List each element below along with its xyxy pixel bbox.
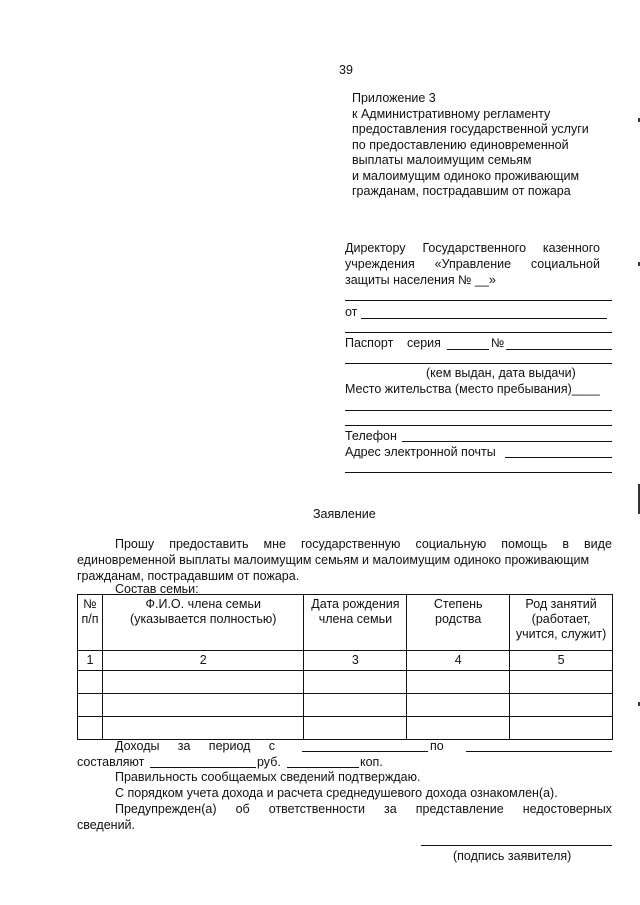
passport-label: Паспорт <box>345 336 394 350</box>
word: Директору <box>345 241 406 255</box>
warned-line-2: сведений. <box>77 818 136 832</box>
passport-issued-field[interactable] <box>345 363 612 364</box>
residence-label: Место жительства (место пребывания)____ <box>345 382 600 396</box>
document-title: Заявление <box>313 507 376 521</box>
word: об <box>235 802 250 816</box>
table-cell[interactable] <box>510 694 613 717</box>
rub-label: руб. <box>257 755 281 769</box>
table-cell[interactable] <box>304 694 407 717</box>
confirm-statement: Правильность сообщаемых сведений подтверждаю. <box>115 770 421 784</box>
period-to-field[interactable] <box>466 751 612 752</box>
table-row-numbers <box>78 651 613 671</box>
table-row <box>78 717 613 740</box>
warned-line-1 <box>115 802 612 816</box>
table-cell[interactable] <box>407 694 510 717</box>
paragraph-line-2: единовременной выплаты малоимущим семьям и малоимущим одиноко проживающим <box>77 553 590 567</box>
table-cell[interactable] <box>78 671 103 694</box>
phone-field[interactable] <box>402 441 612 442</box>
word: предоставить <box>169 537 249 551</box>
word: с <box>268 739 275 753</box>
blank-line <box>345 300 612 301</box>
email-field-2[interactable] <box>345 472 612 473</box>
family-label: Состав семьи: <box>115 582 199 596</box>
header-cell-birthdate: Дата рождения члена семьи <box>304 595 407 651</box>
word: казенного <box>542 241 600 255</box>
paragraph-line-1 <box>115 537 612 551</box>
word: Доходы <box>115 739 160 753</box>
word: социальной <box>530 257 600 271</box>
table-cell[interactable] <box>407 717 510 740</box>
table-cell[interactable] <box>102 717 304 740</box>
table-cell: 1 <box>78 651 103 671</box>
period-to-label: по <box>430 739 444 753</box>
table-header-row <box>78 595 613 651</box>
word: учреждения <box>345 257 415 271</box>
table-cell[interactable] <box>78 694 103 717</box>
table-cell: 5 <box>510 651 613 671</box>
table-row <box>78 694 613 717</box>
appendix-line: по предоставлению единовременной <box>352 137 569 152</box>
table-cell[interactable] <box>407 671 510 694</box>
number-label: № <box>491 336 505 350</box>
table-cell[interactable] <box>102 694 304 717</box>
email-field[interactable] <box>505 457 612 458</box>
table-row <box>78 671 613 694</box>
kop-field[interactable] <box>287 767 359 768</box>
header-cell-relation: Степень родства <box>407 595 510 651</box>
word: за <box>177 739 191 753</box>
word: виде <box>584 537 612 551</box>
word: помощь <box>501 537 548 551</box>
word: Прошу <box>115 537 155 551</box>
signature-hint: (подпись заявителя) <box>453 849 572 863</box>
residence-field-2[interactable] <box>345 425 612 426</box>
table-cell[interactable] <box>102 671 304 694</box>
addressee-line-2 <box>345 257 600 271</box>
header-cell-name: Ф.И.О. члена семьи (указывается полностью) <box>102 595 304 651</box>
table-cell[interactable] <box>78 717 103 740</box>
page-number: 39 <box>339 63 353 77</box>
amount-prefix: составляют <box>77 755 145 769</box>
rub-field[interactable] <box>150 767 256 768</box>
familiar-statement: С порядком учета дохода и расчета среднедушевого дохода ознакомлен(а). <box>115 786 558 800</box>
series-label: серия <box>407 336 441 350</box>
word: мне <box>263 537 286 551</box>
paragraph-line-3: гражданам, пострадавшим от пожара. <box>77 569 300 583</box>
header-cell-number: № п/п <box>78 595 103 651</box>
table-cell[interactable] <box>510 671 613 694</box>
appendix-line: выплаты малоимущим семьям <box>352 153 532 167</box>
income-line <box>115 739 275 753</box>
table-cell[interactable] <box>304 717 407 740</box>
from-field[interactable] <box>361 318 607 319</box>
header-cell-occupation: Род занятий (работает, учится, служит) <box>510 595 613 651</box>
passport-number-field[interactable] <box>506 349 612 350</box>
table-cell: 4 <box>407 651 510 671</box>
from-label: от <box>345 305 358 319</box>
appendix-line: предоставления государственной услуги <box>352 122 589 136</box>
table-cell[interactable] <box>510 717 613 740</box>
email-label: Адрес электронной почты <box>345 445 496 459</box>
word: представление <box>415 802 504 816</box>
kop-label: коп. <box>360 755 383 769</box>
addressee-line-3: защиты населения № __» <box>345 273 496 287</box>
appendix-line: к Административному регламенту <box>352 106 551 121</box>
appendix-header <box>352 91 589 200</box>
word: период <box>208 739 251 753</box>
phone-label: Телефон <box>345 429 397 443</box>
table-cell: 3 <box>304 651 407 671</box>
word: в <box>562 537 569 551</box>
family-table <box>77 594 613 740</box>
word: государственную <box>301 537 401 551</box>
appendix-line: Приложение 3 <box>352 91 436 105</box>
period-from-field[interactable] <box>302 751 428 752</box>
word: социальную <box>415 537 487 551</box>
table-cell[interactable] <box>304 671 407 694</box>
word: Предупрежден(а) <box>115 802 217 816</box>
word: за <box>384 802 397 816</box>
blank-line <box>345 332 612 333</box>
issued-hint: (кем выдан, дата выдачи) <box>426 366 576 380</box>
word: ответственности <box>268 802 365 816</box>
addressee-line-1 <box>345 241 600 255</box>
word: недостоверных <box>522 802 612 816</box>
residence-field[interactable] <box>345 410 612 411</box>
signature-field[interactable] <box>421 845 612 846</box>
word: Государственного <box>422 241 527 255</box>
appendix-line: и малоимущим одиноко проживающим <box>352 168 580 183</box>
table-cell: 2 <box>102 651 304 671</box>
word: «Управление <box>434 257 512 271</box>
appendix-line: гражданам, пострадавшим от пожара <box>352 184 571 198</box>
passport-series-field[interactable] <box>447 349 489 350</box>
